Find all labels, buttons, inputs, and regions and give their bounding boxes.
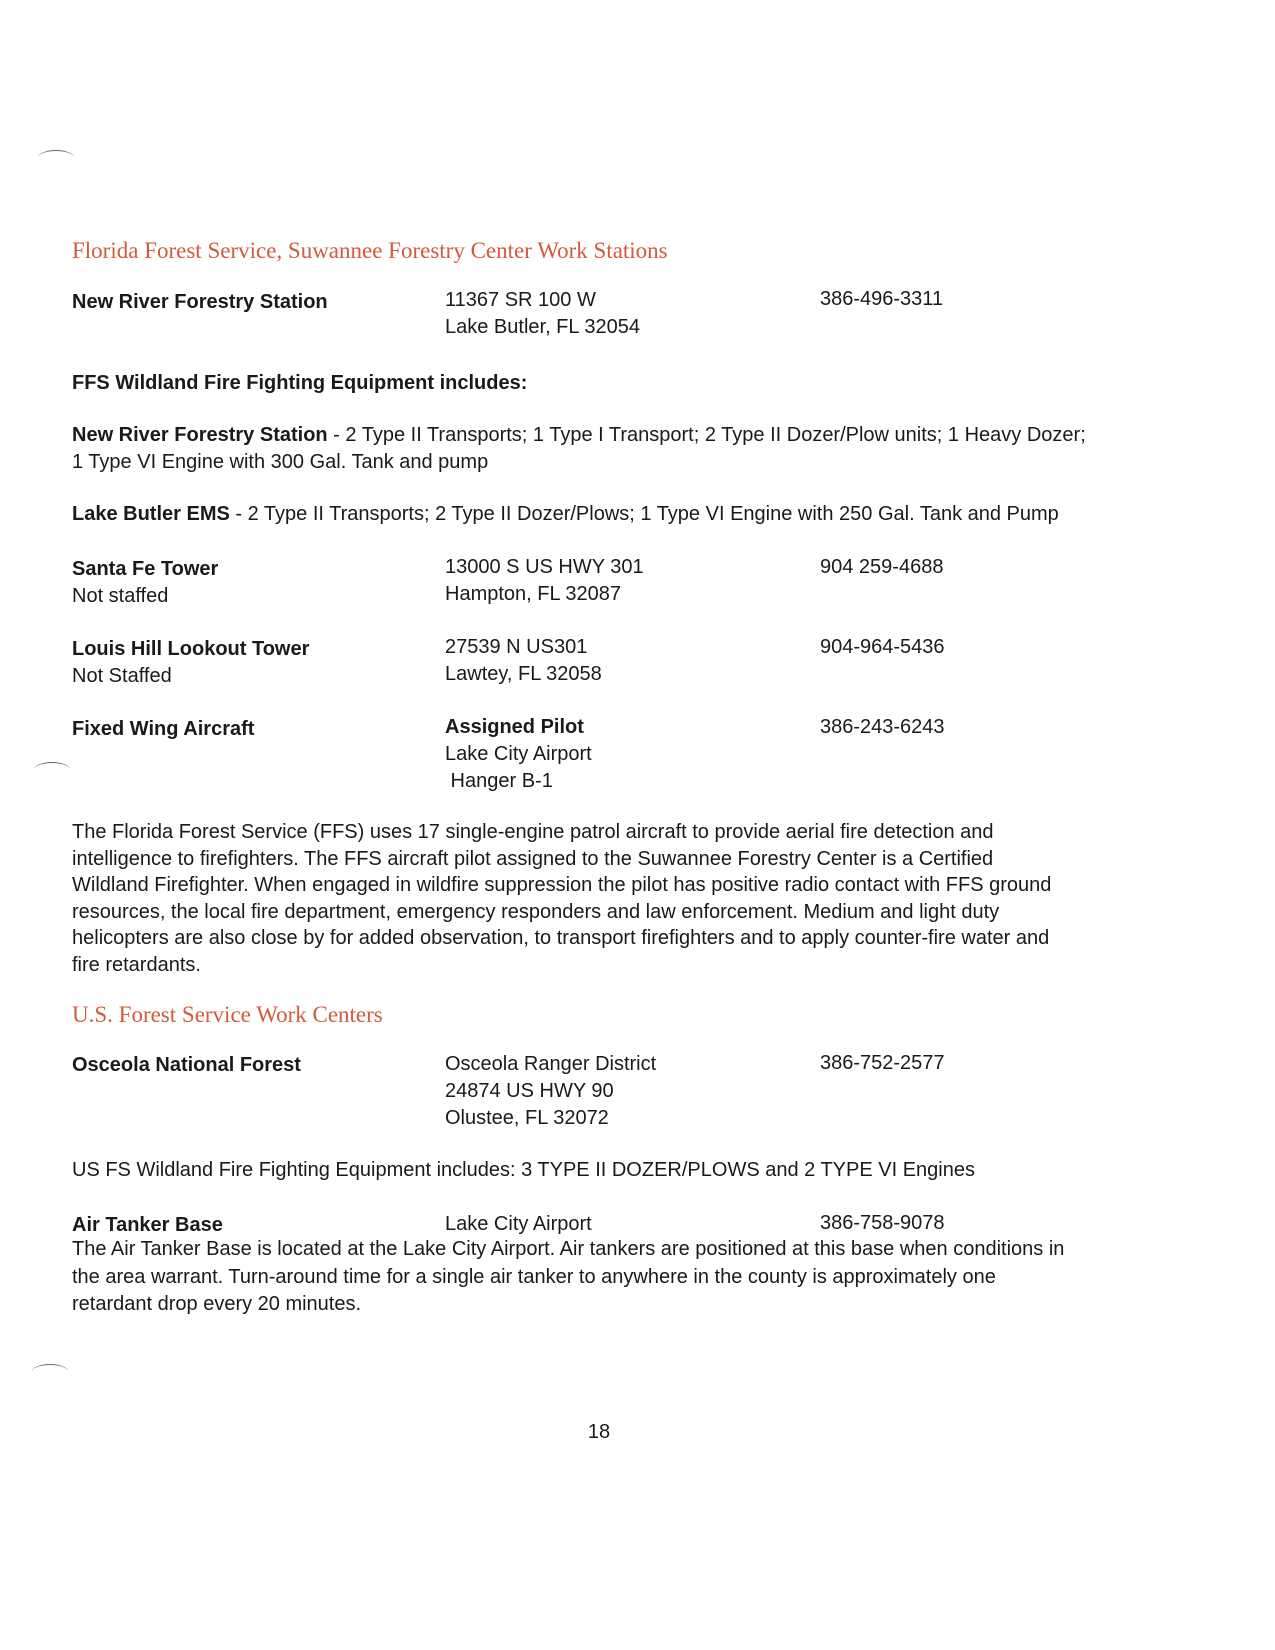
- scan-mark-top: [38, 150, 74, 165]
- ffs-section-heading: Florida Forest Service, Suwannee Forestry Center Work Stations: [72, 238, 668, 263]
- ffs-aircraft-paragraph: [72, 819, 1122, 979]
- fixed-wing-aircraft-name: Fixed Wing Aircraft: [72, 718, 255, 740]
- louis-hill-tower-status: Not Staffed: [72, 665, 172, 687]
- scan-mark-bottom: [32, 1364, 68, 1379]
- new-river-station-name: New River Forestry Station: [72, 291, 328, 313]
- paragraph-line: helicopters are also close by for added observation, to transport firefighters and to apply counter-fire water and: [72, 927, 1050, 950]
- osceola-address-line1: Osceola Ranger District: [445, 1053, 657, 1075]
- paragraph-line: resources, the local fire department, emergency responders and law enforcement. Medium and light duty: [72, 900, 1000, 923]
- paragraph-line: retardant drop every 20 minutes.: [72, 1293, 362, 1315]
- paragraph-line: fire retardants.: [72, 953, 201, 976]
- paragraph-line: intelligence to firefighters. The FFS aircraft pilot assigned to the Suwannee Forestry Center is a Certified: [72, 847, 994, 870]
- santa-fe-tower-name: Santa Fe Tower: [72, 558, 219, 580]
- page-number: 18: [587, 1421, 611, 1443]
- santa-fe-address-line2: Hampton, FL 32087: [445, 583, 622, 605]
- paragraph-line: Wildland Firefighter. When engaged in wildfire suppression the pilot has positive radio contact with FFS ground: [72, 874, 1052, 897]
- louis-hill-phone: 904-964-5436: [820, 636, 945, 658]
- osceola-address-line3: Olustee, FL 32072: [445, 1107, 609, 1129]
- louis-hill-tower-name: Louis Hill Lookout Tower: [72, 638, 310, 660]
- air-tanker-base-name: Air Tanker Base: [72, 1214, 223, 1236]
- aircraft-location-line1: Lake City Airport: [445, 743, 592, 765]
- new-river-equipment-line2: 1 Type VI Engine with 300 Gal. Tank and pump: [72, 451, 489, 473]
- lake-butler-equipment-text: - 2 Type II Transports; 2 Type II Dozer/Plows; 1 Type VI Engine with 250 Gal. Tank and Pump: [229, 503, 1059, 525]
- new-river-address-line2: Lake Butler, FL 32054: [445, 316, 640, 338]
- air-tanker-phone: 386-758-9078: [820, 1212, 945, 1234]
- lake-butler-equipment-line: [72, 500, 1059, 528]
- osceola-phone: 386-752-2577: [820, 1052, 945, 1074]
- osceola-forest-name: Osceola National Forest: [72, 1054, 301, 1076]
- osceola-address-line2: 24874 US HWY 90: [445, 1080, 614, 1102]
- new-river-equipment-line1: [72, 421, 1086, 449]
- new-river-phone: 386-496-3311: [820, 288, 944, 310]
- paragraph-line: the area warrant. Turn-around time for a single air tanker to anywhere in the county is approximately one: [72, 1265, 996, 1288]
- usfs-equipment-line: US FS Wildland Fire Fighting Equipment includes: 3 TYPE II DOZER/PLOWS and 2 TYPE VI Engines: [72, 1159, 975, 1181]
- air-tanker-location: Lake City Airport: [445, 1213, 592, 1235]
- scan-mark-middle: [34, 762, 70, 777]
- louis-hill-address-line2: Lawtey, FL 32058: [445, 663, 602, 685]
- usfs-section-heading: U.S. Forest Service Work Centers: [72, 1002, 383, 1027]
- ffs-equipment-intro: FFS Wildland Fire Fighting Equipment includes:: [72, 372, 528, 394]
- air-tanker-paragraph: [72, 1236, 1122, 1319]
- new-river-equipment-text: - 2 Type II Transports; 1 Type I Transport; 2 Type II Dozer/Plow units; 1 Heavy Dozer;: [327, 424, 1086, 446]
- lake-butler-equipment-name: Lake Butler EMS: [72, 503, 230, 525]
- paragraph-line: The Florida Forest Service (FFS) uses 17 single-engine patrol aircraft to provide aerial fire detection and: [72, 821, 994, 843]
- santa-fe-address-line1: 13000 S US HWY 301: [445, 556, 644, 578]
- aircraft-phone: 386-243-6243: [820, 716, 945, 738]
- paragraph-line: The Air Tanker Base is located at the Lake City Airport. Air tankers are positioned at this base when conditions in: [72, 1238, 1065, 1260]
- aircraft-location-line2: Hanger B-1: [445, 770, 553, 792]
- assigned-pilot-label: Assigned Pilot: [445, 716, 584, 738]
- santa-fe-tower-status: Not staffed: [72, 585, 169, 607]
- louis-hill-address-line1: 27539 N US301: [445, 636, 588, 658]
- santa-fe-phone: 904 259-4688: [820, 556, 944, 578]
- new-river-address-line1: 11367 SR 100 W: [445, 289, 596, 311]
- new-river-equipment-name: New River Forestry Station: [72, 424, 328, 446]
